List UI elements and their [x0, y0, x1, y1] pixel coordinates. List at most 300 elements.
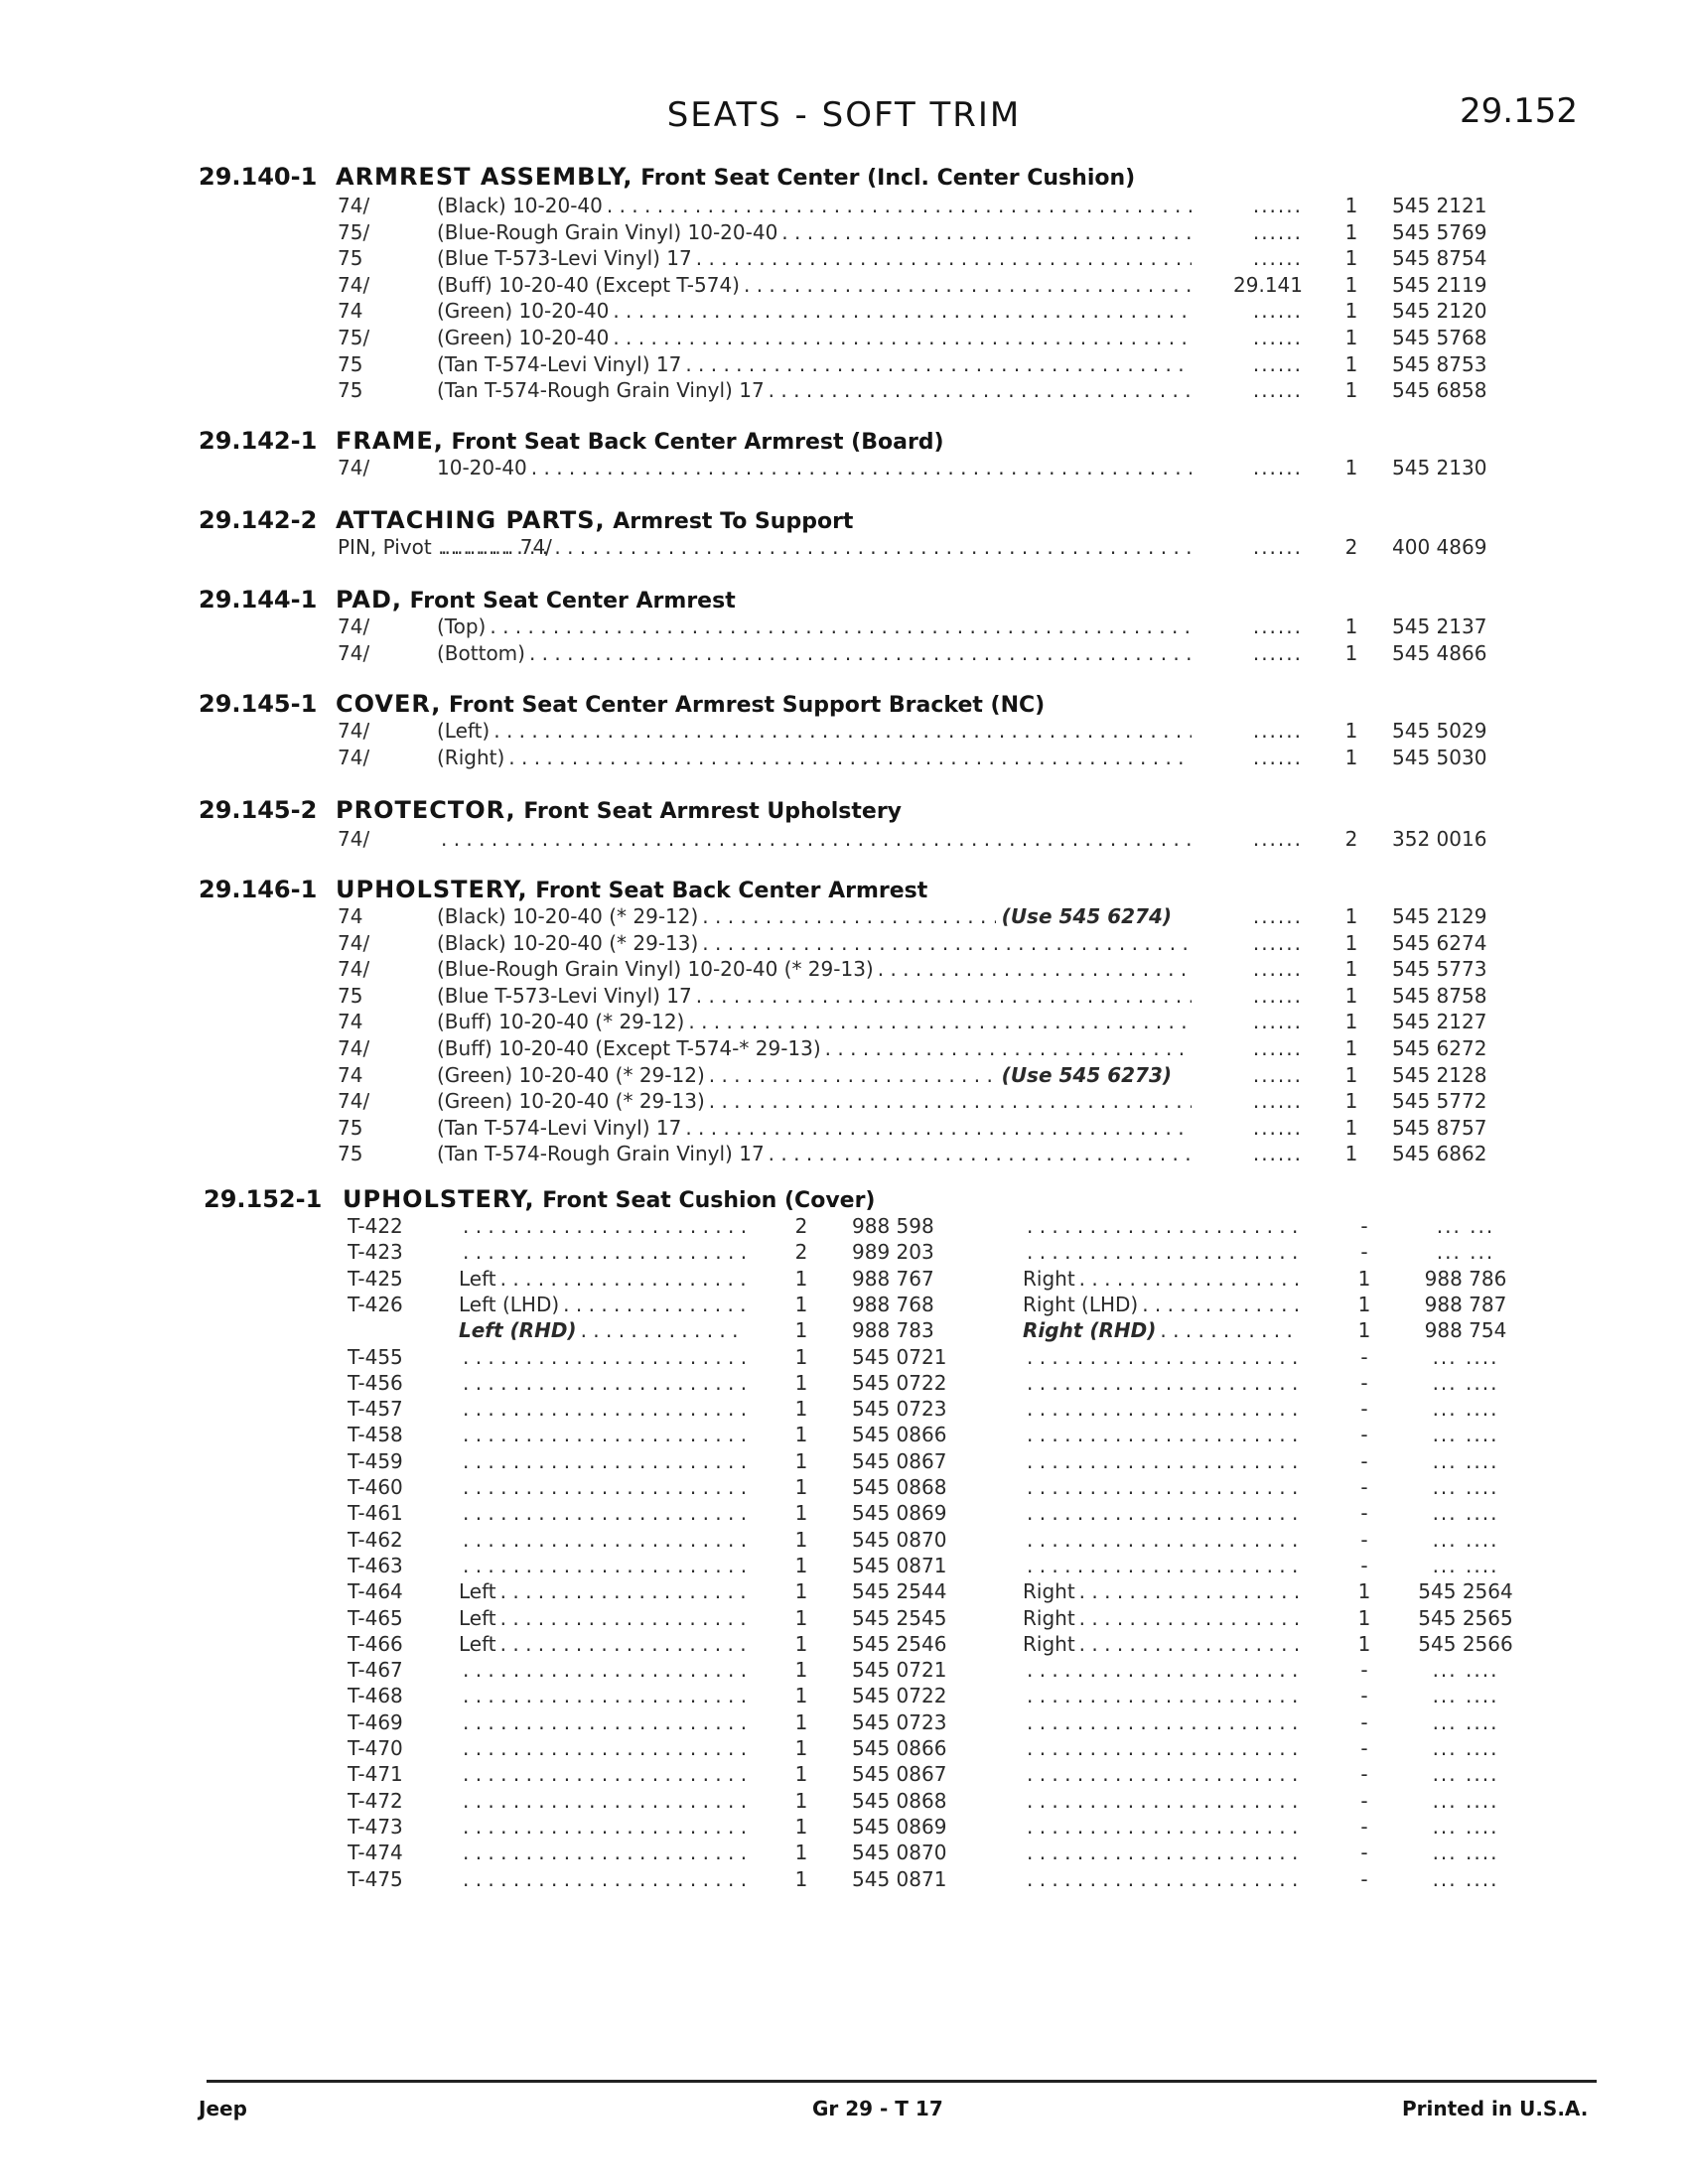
- part-number: 400 4869: [1392, 535, 1487, 559]
- right-quantity: -: [1360, 1736, 1368, 1760]
- left-quantity: 1: [794, 1814, 808, 1839]
- right-label: Right: [1023, 1579, 1075, 1604]
- description-text: (Tan T-574-Rough Grain Vinyl) 17: [437, 1142, 765, 1166]
- description-text: (Blue-Rough Grain Vinyl) 10-20-40: [437, 219, 778, 244]
- left-side: [459, 1657, 747, 1683]
- reference: ......: [1252, 1089, 1303, 1114]
- description: [437, 325, 1192, 350]
- section-id: 29.146-1: [199, 876, 318, 903]
- section-id: 29.152-1: [204, 1185, 323, 1213]
- leader-dots: [1023, 1396, 1301, 1422]
- reference: ......: [1252, 1062, 1303, 1087]
- right-quantity: -: [1360, 1527, 1368, 1552]
- leader-dots: [1023, 1657, 1301, 1683]
- model-year: 74/: [338, 719, 370, 743]
- leader-dots: [1023, 1840, 1301, 1865]
- left-quantity: 1: [794, 1709, 808, 1734]
- right-quantity: -: [1360, 1658, 1368, 1683]
- description-text: (Green) 10-20-40: [437, 299, 610, 324]
- part-number: 545 8757: [1392, 1115, 1487, 1140]
- left-quantity: 1: [794, 1344, 808, 1369]
- right-part-number: ... ....: [1432, 1684, 1499, 1708]
- model-code: T-470: [348, 1736, 403, 1760]
- section-id: 29.145-2: [199, 796, 318, 824]
- table-row: [0, 1761, 1688, 1787]
- leader-dots: [777, 219, 1192, 245]
- right-side: [1023, 1578, 1301, 1604]
- right-quantity: -: [1360, 1475, 1368, 1499]
- left-quantity: 1: [794, 1292, 808, 1316]
- left-quantity: 1: [794, 1631, 808, 1656]
- table-row: [0, 1344, 1688, 1370]
- right-side: [1023, 1344, 1301, 1370]
- right-part-number: 988 787: [1424, 1292, 1507, 1316]
- left-side: [459, 1500, 747, 1526]
- reference: ......: [1252, 745, 1303, 769]
- right-quantity: -: [1360, 1553, 1368, 1577]
- left-side: [459, 1448, 747, 1474]
- section-description: Front Seat Armrest Upholstery: [523, 799, 903, 824]
- model-year: 74/: [338, 827, 370, 851]
- right-part-number: ... ....: [1432, 1448, 1499, 1473]
- leader-dots: [1023, 1683, 1301, 1708]
- quantity: 1: [1344, 378, 1358, 403]
- model-year: 74: [338, 1062, 363, 1087]
- quantity: 1: [1344, 1036, 1358, 1060]
- right-part-number: ... ....: [1432, 1527, 1499, 1552]
- model-year: 75: [338, 246, 363, 271]
- right-part-number: ... ....: [1432, 1553, 1499, 1577]
- left-part-number: 545 0867: [852, 1762, 947, 1787]
- page-title: SEATS - SOFT TRIM: [666, 95, 1022, 135]
- model-year: 74/: [338, 1036, 370, 1060]
- leader-dots: [459, 1474, 747, 1500]
- right-side: [1023, 1788, 1301, 1814]
- table-row: [0, 1239, 1688, 1265]
- left-label: Left (LHD): [459, 1292, 560, 1316]
- left-part-number: 989 203: [852, 1240, 934, 1265]
- quantity: 1: [1344, 614, 1358, 638]
- leader-dots: [459, 1448, 747, 1474]
- description: [437, 1062, 1192, 1088]
- part-number: 545 8754: [1392, 246, 1487, 271]
- quantity: 1: [1344, 194, 1358, 217]
- description: [437, 718, 1192, 744]
- leader-dots: [459, 1761, 747, 1787]
- left-part-number: 545 0866: [852, 1423, 947, 1447]
- left-quantity: 1: [794, 1448, 808, 1473]
- left-part-number: 545 0723: [852, 1397, 947, 1422]
- left-quantity: 1: [794, 1553, 808, 1577]
- right-quantity: -: [1360, 1841, 1368, 1865]
- left-part-number: 988 767: [852, 1266, 934, 1291]
- quantity: 1: [1344, 983, 1358, 1008]
- description-text: (Blue T-573-Levi Vinyl) 17: [437, 246, 692, 271]
- model-code: T-466: [348, 1631, 403, 1656]
- left-quantity: 1: [794, 1788, 808, 1813]
- leader-dots: [684, 1009, 1192, 1034]
- part-number: 545 5772: [1392, 1089, 1487, 1114]
- model-code: T-464: [348, 1579, 403, 1604]
- leader-dots: [1156, 1317, 1301, 1343]
- left-quantity: 1: [794, 1475, 808, 1499]
- left-side: [459, 1370, 747, 1396]
- right-quantity: 1: [1357, 1318, 1371, 1343]
- part-number: 545 5768: [1392, 326, 1487, 349]
- description-text: (Black) 10-20-40: [437, 194, 603, 217]
- section-id: 29.142-2: [199, 506, 318, 534]
- left-part-number: 545 0722: [852, 1684, 947, 1708]
- section-title: [336, 163, 1135, 191]
- part-number: 545 8753: [1392, 351, 1487, 376]
- leader-dots: [1023, 1788, 1301, 1814]
- reference: ......: [1252, 378, 1303, 403]
- right-quantity: -: [1360, 1866, 1368, 1891]
- table-row: [0, 534, 1688, 560]
- model-year: 74/: [338, 745, 370, 769]
- leader-dots: [459, 1814, 747, 1840]
- right-quantity: -: [1360, 1214, 1368, 1238]
- table-row: [0, 1553, 1688, 1578]
- quantity: 1: [1344, 1115, 1358, 1140]
- right-side: [1023, 1657, 1301, 1683]
- model-code: T-458: [348, 1423, 403, 1447]
- table-row: [0, 272, 1688, 298]
- table-row: [0, 745, 1688, 770]
- left-side: [459, 1422, 747, 1447]
- part-number: 545 5769: [1392, 219, 1487, 244]
- leader-dots: [459, 1735, 747, 1761]
- leader-dots: [681, 1115, 1192, 1141]
- right-part-number: ... ....: [1432, 1788, 1499, 1813]
- right-part-number: ... ....: [1432, 1501, 1499, 1526]
- right-part-number: ... ....: [1432, 1762, 1499, 1787]
- table-row: [0, 1422, 1688, 1447]
- table-row: [0, 298, 1688, 324]
- right-part-number: ... ....: [1432, 1475, 1499, 1499]
- section-title: [336, 506, 853, 534]
- left-part-number: 545 0721: [852, 1658, 947, 1683]
- quantity: 1: [1344, 640, 1358, 665]
- left-quantity: 1: [794, 1318, 808, 1343]
- part-number: 545 8758: [1392, 983, 1487, 1008]
- leader-dots: [681, 351, 1192, 377]
- part-number: 545 4866: [1392, 640, 1487, 665]
- left-quantity: 1: [794, 1658, 808, 1683]
- reference: ......: [1252, 194, 1303, 217]
- right-part-number: ... ....: [1432, 1397, 1499, 1422]
- left-quantity: 1: [794, 1423, 808, 1447]
- quantity: 1: [1344, 326, 1358, 349]
- model-code: T-425: [348, 1266, 403, 1291]
- part-number: 545 2130: [1392, 456, 1487, 479]
- table-row: [0, 1788, 1688, 1814]
- table-row: [0, 1657, 1688, 1683]
- right-quantity: -: [1360, 1814, 1368, 1839]
- leader-dots: [459, 1527, 747, 1553]
- left-quantity: 1: [794, 1527, 808, 1552]
- right-quantity: -: [1360, 1370, 1368, 1395]
- quantity: 1: [1344, 456, 1358, 479]
- section-name: UPHOLSTERY,: [343, 1185, 535, 1213]
- model-year: 74/: [338, 272, 370, 297]
- right-side: [1023, 1317, 1301, 1343]
- description-text: (Left): [437, 719, 491, 743]
- leader-dots: [1023, 1866, 1301, 1892]
- table-row: [0, 1866, 1688, 1892]
- table-row: [0, 377, 1688, 403]
- reference: ......: [1252, 827, 1303, 851]
- part-number: 545 5773: [1392, 957, 1487, 982]
- leader-dots: [496, 1631, 747, 1657]
- description: [437, 193, 1192, 218]
- leader-dots: [874, 956, 1192, 982]
- table-row: [0, 1683, 1688, 1708]
- reference: ......: [1252, 640, 1303, 665]
- leader-dots: [459, 1840, 747, 1865]
- right-quantity: -: [1360, 1709, 1368, 1734]
- description: [437, 245, 1192, 271]
- leader-dots: [609, 298, 1192, 324]
- leader-dots: [1023, 1761, 1301, 1787]
- right-side: [1023, 1239, 1301, 1265]
- left-quantity: 2: [794, 1214, 808, 1238]
- model-year: PIN, Pivot ............ 74/: [338, 535, 552, 559]
- section-name: COVER,: [336, 690, 442, 718]
- left-side: [459, 1239, 747, 1265]
- section-description: Front Seat Center Armrest Support Bracket (NC): [449, 693, 1046, 718]
- leader-dots: [459, 1657, 747, 1683]
- model-year: 74/: [338, 930, 370, 955]
- right-side: [1023, 1396, 1301, 1422]
- table-row: [0, 903, 1688, 929]
- left-label: Left: [459, 1605, 496, 1630]
- leader-dots: [1023, 1553, 1301, 1578]
- right-side: [1023, 1474, 1301, 1500]
- section-title: [336, 876, 927, 903]
- description: [437, 298, 1192, 324]
- leader-dots: [1023, 1527, 1301, 1553]
- table-row: [0, 1396, 1688, 1422]
- part-number: 545 6858: [1392, 378, 1487, 403]
- right-side: [1023, 1448, 1301, 1474]
- use-note: (Use 545 6273): [1001, 1062, 1172, 1087]
- right-part-number: ... ....: [1432, 1866, 1499, 1891]
- description: [437, 826, 1192, 852]
- table-row: [0, 614, 1688, 639]
- table-row: [0, 1266, 1688, 1292]
- leader-dots: [1023, 1735, 1301, 1761]
- model-year: 74/: [338, 957, 370, 982]
- model-year: 74/: [338, 614, 370, 638]
- leader-dots: [705, 1062, 996, 1088]
- left-part-number: 545 0721: [852, 1344, 947, 1369]
- description-text: (Buff) 10-20-40 (Except T-574-* 29-13): [437, 1036, 821, 1060]
- right-part-number: 545 2564: [1418, 1579, 1513, 1604]
- model-code: T-465: [348, 1605, 403, 1630]
- left-part-number: 988 598: [852, 1214, 934, 1238]
- section-title: [336, 427, 944, 455]
- section-name: PAD,: [336, 586, 402, 614]
- model-year: 75/: [338, 219, 370, 244]
- leader-dots: [459, 1344, 747, 1370]
- right-side: [1023, 1605, 1301, 1631]
- model-code: T-459: [348, 1448, 403, 1473]
- reference: ......: [1252, 219, 1303, 244]
- table-row: [0, 640, 1688, 666]
- quantity: 2: [1344, 827, 1358, 851]
- right-quantity: -: [1360, 1240, 1368, 1265]
- left-quantity: 1: [794, 1501, 808, 1526]
- part-number: 352 0016: [1392, 827, 1487, 851]
- leader-dots: [705, 1088, 1192, 1114]
- left-quantity: 1: [794, 1605, 808, 1630]
- leader-dots: [459, 1788, 747, 1814]
- leader-dots: [1075, 1605, 1301, 1631]
- table-row: [0, 718, 1688, 744]
- description-text: (Blue T-573-Levi Vinyl) 17: [437, 983, 692, 1008]
- left-side: [459, 1631, 747, 1657]
- left-label: Left: [459, 1631, 496, 1656]
- left-part-number: 545 0869: [852, 1814, 947, 1839]
- section-title: [336, 690, 1045, 718]
- left-part-number: 545 2545: [852, 1605, 947, 1630]
- right-quantity: 1: [1357, 1631, 1371, 1656]
- model-code: T-474: [348, 1841, 403, 1865]
- table-row: [0, 1448, 1688, 1474]
- leader-dots: [1023, 1239, 1301, 1265]
- reference: ......: [1252, 983, 1303, 1008]
- leader-dots: [821, 1035, 1192, 1061]
- left-side: [459, 1396, 747, 1422]
- left-part-number: 545 0871: [852, 1553, 947, 1577]
- table-row: [0, 1009, 1688, 1034]
- left-quantity: 1: [794, 1762, 808, 1787]
- leader-dots: [1075, 1631, 1301, 1657]
- quantity: 1: [1344, 1010, 1358, 1034]
- table-row: [0, 1088, 1688, 1114]
- model-year: 74/: [338, 640, 370, 665]
- description-text: (Bottom): [437, 640, 525, 665]
- description: [437, 1009, 1192, 1034]
- table-row: [0, 956, 1688, 982]
- model-year: 75: [338, 351, 363, 376]
- left-side: [459, 1292, 747, 1317]
- model-code: T-422: [348, 1214, 403, 1238]
- left-side: [459, 1578, 747, 1604]
- quantity: 1: [1344, 272, 1358, 297]
- left-part-number: 545 0869: [852, 1501, 947, 1526]
- left-part-number: 545 0867: [852, 1448, 947, 1473]
- leader-dots: [459, 1553, 747, 1578]
- section-id: 29.140-1: [199, 163, 318, 191]
- model-year: 74/: [338, 194, 370, 217]
- table-row: [0, 1631, 1688, 1657]
- page-number: 29.152: [1460, 91, 1578, 131]
- leader-dots: [459, 1683, 747, 1708]
- quantity: 1: [1344, 299, 1358, 324]
- reference: 29.141: [1233, 272, 1303, 297]
- left-quantity: 1: [794, 1866, 808, 1891]
- leader-dots: [1023, 1213, 1301, 1239]
- quantity: 1: [1344, 351, 1358, 376]
- description-text: (Green) 10-20-40: [437, 326, 610, 349]
- model-year: 75: [338, 983, 363, 1008]
- left-side: [459, 1527, 747, 1553]
- right-side: [1023, 1422, 1301, 1447]
- leader-dots: [437, 826, 1192, 852]
- leader-dots: [1023, 1370, 1301, 1396]
- part-number: 545 2129: [1392, 904, 1487, 928]
- footer-rule: [207, 2080, 1597, 2083]
- right-quantity: 1: [1357, 1292, 1371, 1316]
- left-side: [459, 1788, 747, 1814]
- description: [437, 1115, 1192, 1141]
- description-text: (Buff) 10-20-40 (Except T-574): [437, 272, 740, 297]
- right-part-number: 988 754: [1424, 1318, 1507, 1343]
- reference: ......: [1252, 326, 1303, 349]
- part-number: 545 5030: [1392, 745, 1487, 769]
- leader-dots: [459, 1213, 747, 1239]
- left-part-number: 545 0868: [852, 1788, 947, 1813]
- description-text: (Tan T-574-Levi Vinyl) 17: [437, 351, 682, 376]
- description: [437, 930, 1192, 956]
- part-number: 545 2121: [1392, 194, 1487, 217]
- table-row: [0, 219, 1688, 245]
- description: [437, 1141, 1192, 1166]
- description: [437, 1035, 1192, 1061]
- right-label: Right (RHD): [1023, 1318, 1157, 1343]
- table-row: [0, 1578, 1688, 1604]
- section-name: ARMREST ASSEMBLY,: [336, 163, 633, 191]
- model-year: 74: [338, 1010, 363, 1034]
- description-text: (Tan T-574-Levi Vinyl) 17: [437, 1115, 682, 1140]
- left-quantity: 1: [794, 1736, 808, 1760]
- quantity: 1: [1344, 246, 1358, 271]
- model-code: T-475: [348, 1866, 403, 1891]
- right-part-number: ... ....: [1432, 1841, 1499, 1865]
- left-quantity: 1: [794, 1579, 808, 1604]
- part-number: 545 2120: [1392, 299, 1487, 324]
- description-text: (Green) 10-20-40 (* 29-13): [437, 1089, 705, 1114]
- model-year: 74: [338, 299, 363, 324]
- right-part-number: ... ....: [1432, 1370, 1499, 1395]
- description-text: (Buff) 10-20-40 (* 29-12): [437, 1010, 685, 1034]
- model-code: T-462: [348, 1527, 403, 1552]
- model-year: 74: [338, 904, 363, 928]
- right-side: [1023, 1292, 1301, 1317]
- leader-dots: [1075, 1578, 1301, 1604]
- section-description: Front Seat Center Armrest: [409, 589, 736, 614]
- leader-dots: [698, 903, 995, 929]
- leader-dots: [496, 1266, 747, 1292]
- section-name: ATTACHING PARTS,: [336, 506, 606, 534]
- description: [437, 351, 1192, 377]
- left-side: [459, 1735, 747, 1761]
- table-row: [0, 1213, 1688, 1239]
- leader-dots: [1023, 1422, 1301, 1447]
- left-side: [459, 1761, 747, 1787]
- part-number: 545 2119: [1392, 272, 1487, 297]
- leader-dots: [698, 930, 1192, 956]
- right-quantity: -: [1360, 1501, 1368, 1526]
- description-text: 10-20-40: [437, 456, 527, 479]
- table-row: [0, 1370, 1688, 1396]
- table-row: [0, 193, 1688, 218]
- section-name: PROTECTOR,: [336, 796, 516, 824]
- left-quantity: 2: [794, 1240, 808, 1265]
- description-text: (Right): [437, 745, 505, 769]
